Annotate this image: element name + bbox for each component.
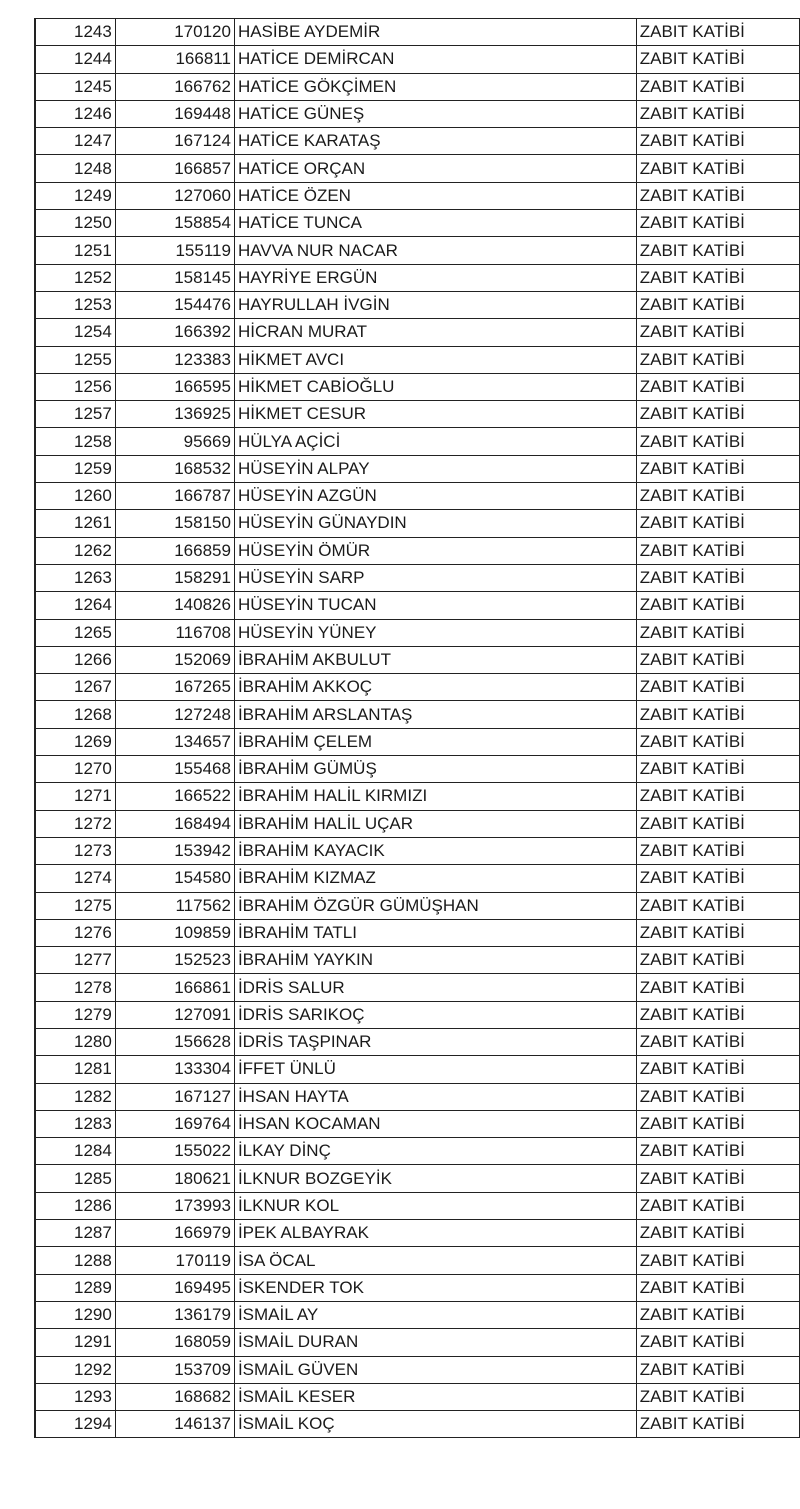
registry-number-cell: 168682: [115, 1383, 234, 1410]
row-number-cell: 1287: [35, 1220, 115, 1247]
row-number-cell: 1291: [35, 1329, 115, 1356]
registry-number-cell: 168494: [115, 810, 234, 837]
full-name-cell: HÜSEYİN SARP: [234, 564, 636, 591]
full-name-cell: İBRAHİM KIZMAZ: [234, 865, 636, 892]
registry-number-cell: 127091: [115, 1001, 234, 1028]
full-name-cell: İBRAHİM AKKOÇ: [234, 674, 636, 701]
full-name-cell: HATİCE KARATAŞ: [234, 128, 636, 155]
job-title-cell: ZABIT KATİBİ: [636, 810, 799, 837]
registry-number-cell: 136179: [115, 1301, 234, 1328]
full-name-cell: İBRAHİM ÇELEM: [234, 728, 636, 755]
job-title-cell: ZABIT KATİBİ: [636, 455, 799, 482]
full-name-cell: HATİCE GÜNEŞ: [234, 100, 636, 127]
table-row: [35, 674, 800, 701]
row-number-cell: 1265: [35, 619, 115, 646]
row-number-cell: 1271: [35, 783, 115, 810]
registry-number-cell: 166522: [115, 783, 234, 810]
table-row: [35, 1028, 800, 1055]
table-row: [35, 592, 800, 619]
registry-number-cell: 158854: [115, 210, 234, 237]
full-name-cell: İBRAHİM HALİL UÇAR: [234, 810, 636, 837]
row-number-cell: 1274: [35, 865, 115, 892]
row-number-cell: 1284: [35, 1138, 115, 1165]
job-title-cell: ZABIT KATİBİ: [636, 19, 799, 46]
registry-number-cell: 140826: [115, 592, 234, 619]
job-title-cell: ZABIT KATİBİ: [636, 1274, 799, 1301]
registry-number-cell: 152523: [115, 947, 234, 974]
registry-number-cell: 167127: [115, 1083, 234, 1110]
job-title-cell: ZABIT KATİBİ: [636, 1220, 799, 1247]
full-name-cell: İSMAİL GÜVEN: [234, 1356, 636, 1383]
job-title-cell: ZABIT KATİBİ: [636, 210, 799, 237]
job-title-cell: ZABIT KATİBİ: [636, 1083, 799, 1110]
full-name-cell: HATİCE ÖZEN: [234, 182, 636, 209]
table-row: [35, 73, 800, 100]
job-title-cell: ZABIT KATİBİ: [636, 1110, 799, 1137]
job-title-cell: ZABIT KATİBİ: [636, 510, 799, 537]
row-number-cell: 1248: [35, 155, 115, 182]
job-title-cell: ZABIT KATİBİ: [636, 783, 799, 810]
row-number-cell: 1262: [35, 537, 115, 564]
job-title-cell: ZABIT KATİBİ: [636, 401, 799, 428]
full-name-cell: HÜSEYİN AZGÜN: [234, 483, 636, 510]
row-number-cell: 1270: [35, 756, 115, 783]
full-name-cell: HATİCE DEMİRCAN: [234, 46, 636, 73]
table-row: [35, 210, 800, 237]
job-title-cell: ZABIT KATİBİ: [636, 182, 799, 209]
full-name-cell: İBRAHİM GÜMÜŞ: [234, 756, 636, 783]
job-title-cell: ZABIT KATİBİ: [636, 1411, 799, 1438]
table-row: [35, 892, 800, 919]
full-name-cell: HİKMET CESUR: [234, 401, 636, 428]
full-name-cell: İLKNUR KOL: [234, 1192, 636, 1219]
full-name-cell: İBRAHİM KAYACIK: [234, 837, 636, 864]
registry-number-cell: 134657: [115, 728, 234, 755]
job-title-cell: ZABIT KATİBİ: [636, 919, 799, 946]
table-row: [35, 319, 800, 346]
row-number-cell: 1246: [35, 100, 115, 127]
row-number-cell: 1272: [35, 810, 115, 837]
job-title-cell: ZABIT KATİBİ: [636, 428, 799, 455]
row-number-cell: 1247: [35, 128, 115, 155]
row-number-cell: 1290: [35, 1301, 115, 1328]
table-row: [35, 237, 800, 264]
registry-number-cell: 158145: [115, 264, 234, 291]
table-row: [35, 1192, 800, 1219]
full-name-cell: İSMAİL AY: [234, 1301, 636, 1328]
job-title-cell: ZABIT KATİBİ: [636, 947, 799, 974]
job-title-cell: ZABIT KATİBİ: [636, 974, 799, 1001]
full-name-cell: İDRİS SALUR: [234, 974, 636, 1001]
job-title-cell: ZABIT KATİBİ: [636, 1383, 799, 1410]
table-row: [35, 1056, 800, 1083]
row-number-cell: 1268: [35, 701, 115, 728]
row-number-cell: 1280: [35, 1028, 115, 1055]
row-number-cell: 1255: [35, 346, 115, 373]
row-number-cell: 1261: [35, 510, 115, 537]
row-number-cell: 1243: [35, 19, 115, 46]
table-row: [35, 728, 800, 755]
registry-number-cell: 154580: [115, 865, 234, 892]
job-title-cell: ZABIT KATİBİ: [636, 1301, 799, 1328]
registry-number-cell: 166861: [115, 974, 234, 1001]
job-title-cell: ZABIT KATİBİ: [636, 264, 799, 291]
row-number-cell: 1276: [35, 919, 115, 946]
registry-number-cell: 146137: [115, 1411, 234, 1438]
row-number-cell: 1275: [35, 892, 115, 919]
job-title-cell: ZABIT KATİBİ: [636, 537, 799, 564]
table-row: [35, 1411, 800, 1438]
row-number-cell: 1283: [35, 1110, 115, 1137]
full-name-cell: HASİBE AYDEMİR: [234, 19, 636, 46]
row-number-cell: 1286: [35, 1192, 115, 1219]
full-name-cell: HİCRAN MURAT: [234, 319, 636, 346]
row-number-cell: 1289: [35, 1274, 115, 1301]
job-title-cell: ZABIT KATİBİ: [636, 1247, 799, 1274]
registry-number-cell: 173993: [115, 1192, 234, 1219]
table-row: [35, 182, 800, 209]
job-title-cell: ZABIT KATİBİ: [636, 701, 799, 728]
full-name-cell: HAYRULLAH İVGİN: [234, 291, 636, 318]
job-title-cell: ZABIT KATİBİ: [636, 1329, 799, 1356]
registry-number-cell: 169764: [115, 1110, 234, 1137]
table-row: [35, 1220, 800, 1247]
registry-number-cell: 166762: [115, 73, 234, 100]
row-number-cell: 1293: [35, 1383, 115, 1410]
registry-number-cell: 158291: [115, 564, 234, 591]
row-number-cell: 1256: [35, 373, 115, 400]
full-name-cell: İSA ÖCAL: [234, 1247, 636, 1274]
job-title-cell: ZABIT KATİBİ: [636, 837, 799, 864]
personnel-table: [34, 18, 800, 1438]
table-row: [35, 564, 800, 591]
full-name-cell: İFFET ÜNLÜ: [234, 1056, 636, 1083]
full-name-cell: HİKMET CABİOĞLU: [234, 373, 636, 400]
job-title-cell: ZABIT KATİBİ: [636, 1138, 799, 1165]
registry-number-cell: 168532: [115, 455, 234, 482]
job-title-cell: ZABIT KATİBİ: [636, 237, 799, 264]
row-number-cell: 1278: [35, 974, 115, 1001]
full-name-cell: HÜSEYİN GÜNAYDIN: [234, 510, 636, 537]
registry-number-cell: 170120: [115, 19, 234, 46]
full-name-cell: HATİCE TUNCA: [234, 210, 636, 237]
table-row: [35, 1329, 800, 1356]
full-name-cell: İBRAHİM YAYKIN: [234, 947, 636, 974]
registry-number-cell: 127248: [115, 701, 234, 728]
job-title-cell: ZABIT KATİBİ: [636, 1165, 799, 1192]
registry-number-cell: 116708: [115, 619, 234, 646]
table-row: [35, 646, 800, 673]
full-name-cell: İHSAN HAYTA: [234, 1083, 636, 1110]
table-row: [35, 701, 800, 728]
table-row: [35, 756, 800, 783]
table-row: [35, 128, 800, 155]
full-name-cell: HÜSEYİN TUCAN: [234, 592, 636, 619]
registry-number-cell: 123383: [115, 346, 234, 373]
registry-number-cell: 166859: [115, 537, 234, 564]
full-name-cell: HAVVA NUR NACAR: [234, 237, 636, 264]
registry-number-cell: 166811: [115, 46, 234, 73]
full-name-cell: İHSAN KOCAMAN: [234, 1110, 636, 1137]
full-name-cell: İBRAHİM AKBULUT: [234, 646, 636, 673]
table-row: [35, 1301, 800, 1328]
registry-number-cell: 170119: [115, 1247, 234, 1274]
row-number-cell: 1285: [35, 1165, 115, 1192]
row-number-cell: 1259: [35, 455, 115, 482]
full-name-cell: HATİCE GÖKÇİMEN: [234, 73, 636, 100]
full-name-cell: İLKAY DİNÇ: [234, 1138, 636, 1165]
job-title-cell: ZABIT KATİBİ: [636, 892, 799, 919]
row-number-cell: 1258: [35, 428, 115, 455]
row-number-cell: 1288: [35, 1247, 115, 1274]
job-title-cell: ZABIT KATİBİ: [636, 592, 799, 619]
table-row: [35, 810, 800, 837]
table-row: [35, 919, 800, 946]
row-number-cell: 1281: [35, 1056, 115, 1083]
table-row: [35, 1247, 800, 1274]
table-row: [35, 837, 800, 864]
registry-number-cell: 167265: [115, 674, 234, 701]
job-title-cell: ZABIT KATİBİ: [636, 1001, 799, 1028]
job-title-cell: ZABIT KATİBİ: [636, 1028, 799, 1055]
row-number-cell: 1257: [35, 401, 115, 428]
full-name-cell: İSKENDER TOK: [234, 1274, 636, 1301]
row-number-cell: 1251: [35, 237, 115, 264]
row-number-cell: 1244: [35, 46, 115, 73]
registry-number-cell: 154476: [115, 291, 234, 318]
registry-number-cell: 136925: [115, 401, 234, 428]
row-number-cell: 1253: [35, 291, 115, 318]
full-name-cell: İPEK ALBAYRAK: [234, 1220, 636, 1247]
row-number-cell: 1263: [35, 564, 115, 591]
table-row: [35, 783, 800, 810]
registry-number-cell: 127060: [115, 182, 234, 209]
full-name-cell: HİKMET AVCI: [234, 346, 636, 373]
table-row: [35, 1274, 800, 1301]
full-name-cell: İDRİS SARIKOÇ: [234, 1001, 636, 1028]
full-name-cell: İBRAHİM HALİL KIRMIZI: [234, 783, 636, 810]
registry-number-cell: 133304: [115, 1056, 234, 1083]
table-row: [35, 1083, 800, 1110]
job-title-cell: ZABIT KATİBİ: [636, 483, 799, 510]
job-title-cell: ZABIT KATİBİ: [636, 128, 799, 155]
job-title-cell: ZABIT KATİBİ: [636, 319, 799, 346]
table-row: [35, 264, 800, 291]
table-row: [35, 1356, 800, 1383]
registry-number-cell: 153942: [115, 837, 234, 864]
full-name-cell: İSMAİL KOÇ: [234, 1411, 636, 1438]
row-number-cell: 1245: [35, 73, 115, 100]
row-number-cell: 1254: [35, 319, 115, 346]
row-number-cell: 1266: [35, 646, 115, 673]
job-title-cell: ZABIT KATİBİ: [636, 619, 799, 646]
full-name-cell: İBRAHİM TATLI: [234, 919, 636, 946]
job-title-cell: ZABIT KATİBİ: [636, 73, 799, 100]
full-name-cell: HÜLYA AÇİCİ: [234, 428, 636, 455]
table-row: [35, 291, 800, 318]
table-row: [35, 619, 800, 646]
full-name-cell: HÜSEYİN ÖMÜR: [234, 537, 636, 564]
job-title-cell: ZABIT KATİBİ: [636, 865, 799, 892]
job-title-cell: ZABIT KATİBİ: [636, 1056, 799, 1083]
full-name-cell: İDRİS TAŞPINAR: [234, 1028, 636, 1055]
table-row: [35, 373, 800, 400]
table-row: [35, 1110, 800, 1137]
table-row: [35, 865, 800, 892]
full-name-cell: İBRAHİM ARSLANTAŞ: [234, 701, 636, 728]
registry-number-cell: 153709: [115, 1356, 234, 1383]
registry-number-cell: 180621: [115, 1165, 234, 1192]
registry-number-cell: 166595: [115, 373, 234, 400]
row-number-cell: 1279: [35, 1001, 115, 1028]
full-name-cell: HÜSEYİN ALPAY: [234, 455, 636, 482]
row-number-cell: 1249: [35, 182, 115, 209]
full-name-cell: İLKNUR BOZGEYİK: [234, 1165, 636, 1192]
table-row: [35, 537, 800, 564]
table-row: [35, 428, 800, 455]
registry-number-cell: 158150: [115, 510, 234, 537]
job-title-cell: ZABIT KATİBİ: [636, 373, 799, 400]
table-row: [35, 346, 800, 373]
row-number-cell: 1269: [35, 728, 115, 755]
table-row: [35, 100, 800, 127]
registry-number-cell: 117562: [115, 892, 234, 919]
job-title-cell: ZABIT KATİBİ: [636, 346, 799, 373]
job-title-cell: ZABIT KATİBİ: [636, 155, 799, 182]
registry-number-cell: 168059: [115, 1329, 234, 1356]
registry-number-cell: 155022: [115, 1138, 234, 1165]
registry-number-cell: 155119: [115, 237, 234, 264]
job-title-cell: ZABIT KATİBİ: [636, 291, 799, 318]
registry-number-cell: 167124: [115, 128, 234, 155]
job-title-cell: ZABIT KATİBİ: [636, 674, 799, 701]
registry-number-cell: 166857: [115, 155, 234, 182]
registry-number-cell: 166787: [115, 483, 234, 510]
table-row: [35, 483, 800, 510]
row-number-cell: 1273: [35, 837, 115, 864]
table-row: [35, 455, 800, 482]
table-row: [35, 947, 800, 974]
full-name-cell: HAYRİYE ERGÜN: [234, 264, 636, 291]
table-row: [35, 155, 800, 182]
full-name-cell: HÜSEYİN YÜNEY: [234, 619, 636, 646]
row-number-cell: 1277: [35, 947, 115, 974]
full-name-cell: HATİCE ORÇAN: [234, 155, 636, 182]
job-title-cell: ZABIT KATİBİ: [636, 646, 799, 673]
row-number-cell: 1294: [35, 1411, 115, 1438]
full-name-cell: İSMAİL KESER: [234, 1383, 636, 1410]
table-row: [35, 974, 800, 1001]
job-title-cell: ZABIT KATİBİ: [636, 1192, 799, 1219]
row-number-cell: 1282: [35, 1083, 115, 1110]
job-title-cell: ZABIT KATİBİ: [636, 100, 799, 127]
job-title-cell: ZABIT KATİBİ: [636, 1356, 799, 1383]
table-row: [35, 1138, 800, 1165]
registry-number-cell: 155468: [115, 756, 234, 783]
table-row: [35, 46, 800, 73]
row-number-cell: 1264: [35, 592, 115, 619]
registry-number-cell: 166979: [115, 1220, 234, 1247]
registry-number-cell: 152069: [115, 646, 234, 673]
job-title-cell: ZABIT KATİBİ: [636, 756, 799, 783]
personnel-table-body: [35, 19, 800, 1438]
row-number-cell: 1252: [35, 264, 115, 291]
table-row: [35, 510, 800, 537]
table-row: [35, 401, 800, 428]
row-number-cell: 1260: [35, 483, 115, 510]
job-title-cell: ZABIT KATİBİ: [636, 46, 799, 73]
table-row: [35, 19, 800, 46]
registry-number-cell: 95669: [115, 428, 234, 455]
table-row: [35, 1165, 800, 1192]
table-row: [35, 1001, 800, 1028]
row-number-cell: 1292: [35, 1356, 115, 1383]
table-row: [35, 1383, 800, 1410]
registry-number-cell: 169495: [115, 1274, 234, 1301]
registry-number-cell: 156628: [115, 1028, 234, 1055]
registry-number-cell: 109859: [115, 919, 234, 946]
registry-number-cell: 169448: [115, 100, 234, 127]
job-title-cell: ZABIT KATİBİ: [636, 728, 799, 755]
registry-number-cell: 166392: [115, 319, 234, 346]
full-name-cell: İSMAİL DURAN: [234, 1329, 636, 1356]
row-number-cell: 1267: [35, 674, 115, 701]
full-name-cell: İBRAHİM ÖZGÜR GÜMÜŞHAN: [234, 892, 636, 919]
row-number-cell: 1250: [35, 210, 115, 237]
job-title-cell: ZABIT KATİBİ: [636, 564, 799, 591]
